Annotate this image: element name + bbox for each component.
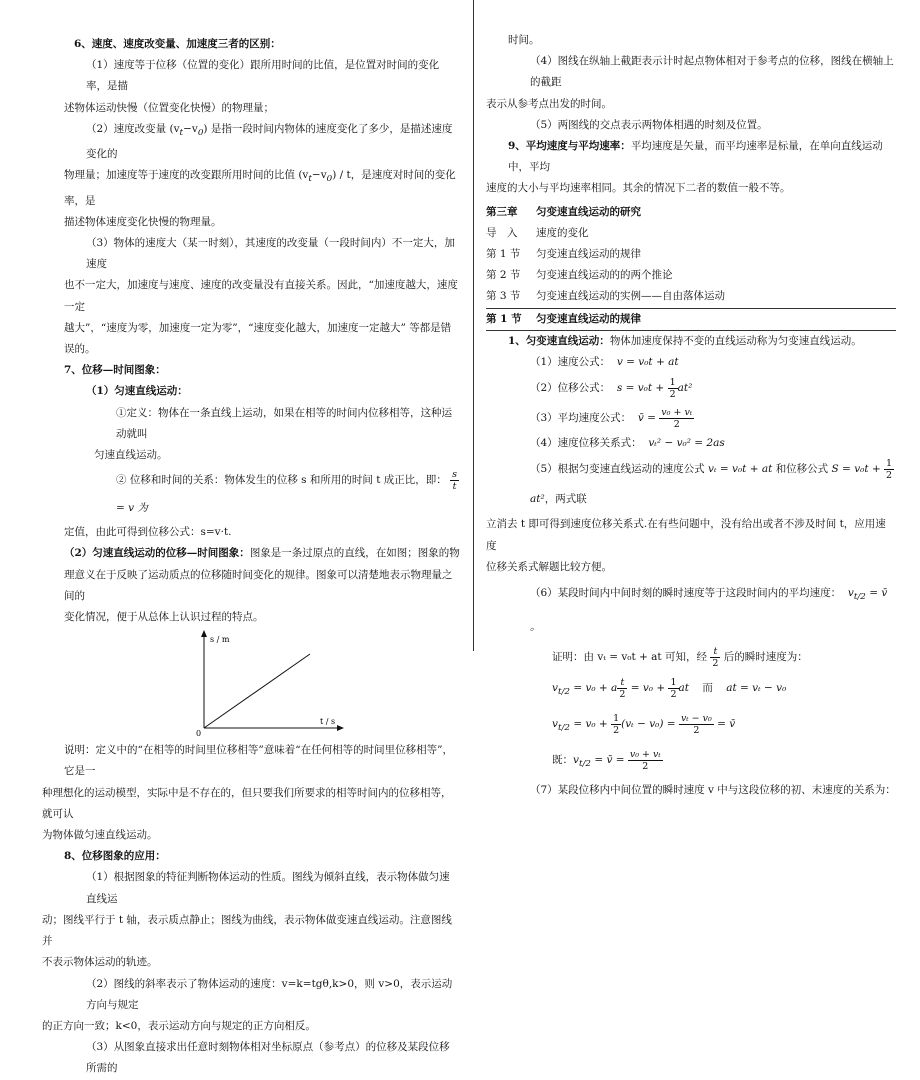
p6-1-cont: 述物体运动快慢（位置变化快慢）的物理量；	[64, 101, 274, 114]
p8-2-cont: 的正方向一致；k<0，表示运动方向与规定的正方向相反。	[42, 1019, 316, 1032]
formula-5-end: 位移关系式解题比较方便。	[486, 560, 612, 573]
proof: 证明：由 vₜ = v₀t + at 可知，经 $\frac{t}{2}$ 后的瞬时速度为：	[552, 645, 808, 669]
section-heading-row: 第 1 节 匀变速直线运动的规律	[486, 308, 896, 330]
p8-1-end: 不表示物体运动的轨迹。	[42, 956, 158, 969]
x-axis-label: t / s	[320, 717, 336, 727]
p8-2: （2）图线的斜率表示了物体运动的速度：v=k=tgθ,k>0，则 v>0，表示运动方向与规定	[86, 977, 453, 1011]
heading-7-1: （1）匀速直线运动：	[86, 385, 188, 398]
toc-row: 第 1 节 匀变速直线运动的规律	[486, 248, 641, 261]
p7-2-cont: 定值，由此可得到位移公式：s=v·t.	[64, 526, 232, 539]
r-time: 时间。	[508, 34, 540, 46]
y-axis-label: s / m	[210, 635, 230, 645]
formula-6: （6）某段时间内中间时刻的瞬时速度等于这段时间内的平均速度： $v_{t/2}$ = v̄ 。	[530, 587, 888, 634]
p8-1-cont: 动；图线平行于 t 轴，表示质点静止；图线为曲线，表示物体做变速直线运动。注意图线并	[42, 913, 452, 948]
p6-2-end: 描述物体速度变化快慢的物理量。	[64, 215, 222, 228]
p7-graph: （2）匀速直线运动的位移—时间图象：图象是一条过原点的直线，在如图；图象的物	[64, 547, 460, 560]
r-p4-cont: 表示从参考点出发的时间。	[486, 97, 612, 110]
proof-eq-3: 既：$v_{t/2}$ = v̄ = $\frac{\text{v₀ + vₜ}}{2}$	[552, 748, 661, 772]
p7-2: ② 位移和时间的关系：物体发生的位移 s 和所用的时间 t 成正比，即： $\frac{s}{t}$ = v 为	[116, 468, 458, 515]
left-column	[42, 34, 460, 1080]
p8-3: （3）从图象直接求出任意时刻物体相对坐标原点（参考点）的位移及某段位移所需的	[86, 1041, 450, 1075]
formula-5: （5）根据匀变速直线运动的速度公式 vₜ = v₀t + at 和位移公式 S = v₀t + $\frac{1}{2}$ at²，两式联	[530, 457, 893, 506]
r-p4: （4）图线在纵轴上截距表示计时起点物体相对于参考点的位移，图线在横轴上的截距	[530, 55, 894, 89]
r-p5: （5）两图线的交点表示两物体相遇的时刻及位置。	[530, 118, 768, 131]
r-p9: 9、平均速度与平均速率：平均速度是矢量，而平均速率是标量，在单向直线运动中，平均	[508, 140, 883, 174]
heading-6: 6、速度、速度改变量、加速度三者的区别：	[74, 38, 281, 50]
formula-7: （7）某段位移内中间位置的瞬时速度 v 中与这段位移的初、末速度的关系为：	[530, 784, 896, 797]
p6-2: （2）速度改变量 $(v_t-v_0)$ 是指一段时间内物体的速度变化了多少，是描述速度变化的	[86, 122, 453, 161]
toc-row: 导 入 速度的变化	[486, 226, 589, 239]
x-axis-arrow	[337, 725, 344, 731]
origin-label: 0	[196, 729, 202, 739]
toc-row: 第三章 匀变速直线运动的研究	[486, 205, 641, 218]
p6-3-cont: 也不一定大，加速度与速度、速度的改变量没有直接关系。因此，“加速度越大，速度一定	[64, 279, 458, 313]
p7-graph-end: 变化情况，便于从总体上认识过程的特点。	[64, 611, 264, 624]
proof-eq-1: $v_{t/2} = v_0 + a$ $\frac{t}{2}$ = v₀ + $\frac{1}{2}$ at 而 at = vₜ − v₀	[552, 676, 787, 700]
toc-row: 第 2 节 匀变速直线运动的的两个推论	[486, 269, 673, 282]
note-cont: 种理想化的运动模型，实际中是不存在的，但只要我们所要求的相等时间内的位移相等，就可认	[42, 786, 452, 820]
p7-1: ①定义：物体在一条直线上运动，如果在相等的时间内位移相等，这种运动就叫	[116, 406, 452, 440]
s-over-t-fraction: $\frac{s}{t}$	[452, 468, 458, 492]
formula-1: （1）速度公式： v = v₀t + at	[530, 356, 679, 369]
r-h1: 1、匀变速直线运动：物体加速度保持不变的直线运动称为匀变速直线运动。	[508, 334, 862, 347]
p8-1: （1）根据图象的特征判断物体运动的性质。图线为倾斜直线，表示物体做匀速直线运	[86, 871, 450, 905]
formula-2: （2）位移公式： s = v₀t + $\frac{1}{2}$ at²	[530, 376, 693, 400]
note: 说明：定义中的“在相等的时间里位移相等”意味着“在任何相等的时间里位移相等”，它是一	[64, 744, 453, 778]
p6-1: （1）速度等于位移（位置的变化）跟所用时间的比值，是位置对时间的变化率，是描	[86, 59, 440, 93]
p7-1-cont: 匀速直线运动。	[94, 449, 168, 462]
right-column	[486, 30, 896, 802]
formula-4: （4）速度位移关系式： vₜ² − v₀² = 2as	[530, 437, 725, 450]
heading-8: 8、位移图象的应用：	[64, 850, 166, 863]
y-axis-arrow	[201, 630, 207, 637]
toc-row: 第 3 节 匀变速直线运动的实例——自由落体运动	[486, 286, 896, 308]
proof-eq-2: $v_{t/2} = v_0$ + $\frac{1}{2}$ (vₜ − v₀) = $\frac{\text{vₜ − v₀}}{2}$ = v̄	[552, 712, 736, 736]
chapter-toc	[486, 202, 896, 331]
p6-3: （3）物体的速度大（某一时刻），其速度的改变量（一段时间内）不一定大，加速度	[86, 237, 455, 271]
column-divider	[473, 0, 474, 651]
formula-5-cont: 立消去 t 即可得到速度位移关系式.在有些问题中，没有给出或者不涉及时间 t，应用速度	[486, 518, 886, 552]
heading-7: 7、位移—时间图象：	[64, 364, 166, 377]
displacement-time-graph	[42, 628, 460, 740]
formula-3: （3）平均速度公式： v̄ = $\frac{\text{v₀ + vₜ}}{2}$	[530, 406, 693, 430]
s-t-line	[204, 654, 310, 728]
p7-graph-cont: 理意义在于反映了运动质点的位移随时间变化的规律。图象可以清楚地表示物理量之间的	[64, 568, 453, 602]
note-end: 为物体做匀速直线运动。	[42, 829, 158, 842]
r-p9-cont: 速度的大小与平均速率相同。其余的情况下二者的数值一般不等。	[486, 182, 791, 195]
p6-2-cont: 物理量；加速度等于速度的改变跟所用时间的比值 $(v_t-v_0) / t$，是速度对时间的变化率，是	[64, 169, 456, 207]
p6-3-end: 越大”，“速度为零，加速度一定为零”，“速度变化越大，加速度一定越大” 等都是错误的。	[64, 321, 452, 356]
